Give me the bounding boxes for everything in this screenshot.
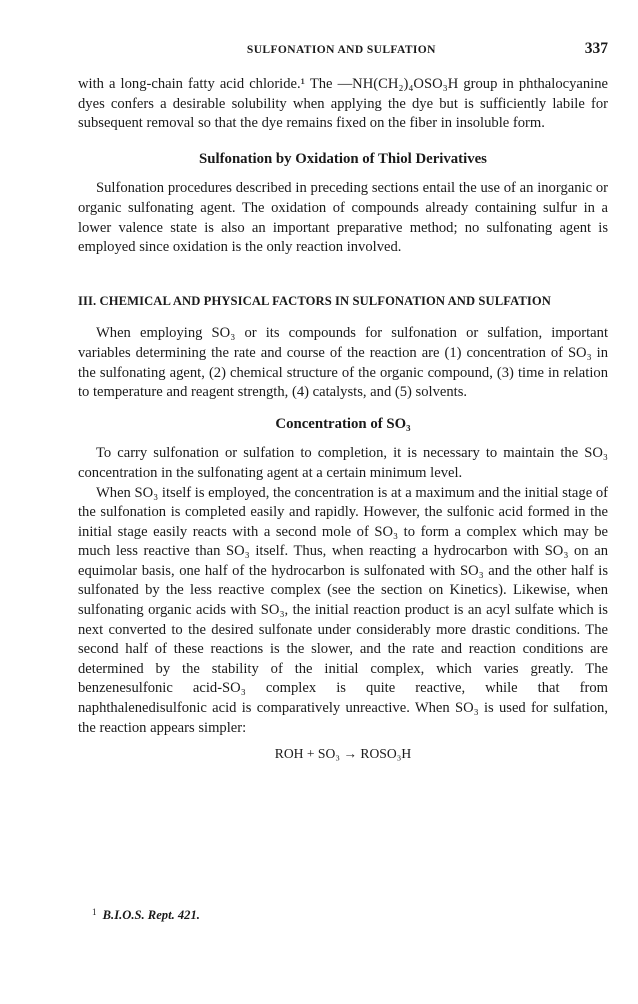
running-head — [78, 40, 608, 62]
equation-sulfation: ROH + SO₃ → ROSO₃H — [274, 746, 412, 762]
heading-section-three: III. CHEMICAL AND PHYSICAL FACTORS IN SULFONATION AND SULFATION — [78, 293, 551, 308]
paragraph-so3-itself: When SO₃ itself is employed, the concentration is at a maximum and the initial stage of the sulfonation is completed easily and rapidly. However, the sulfonic acid formed in the initial stage easily reacts with a second mole of SO₃ to form a complex which may be much less reactive than SO₃ itself. Thus, when reacting a hydrocarbon with SO₃ on an equimolar basis, one half of the hydrocarbon is sulfonated with SO₃ and the other half is sulfonated by the less reactive complex (see the section on Kinetics). Likewise, when sulfonating organic acids with SO₃, the initial reaction product is an acyl sulfate which is next converted to the desired sulfonate under considerably more drastic conditions. The second half of these reactions is the slower, and the rate and reaction conditions are determined by the stability of the initial complex, which varies greatly. The benzenesulfonic acid-SO₃ complex is quite reactive, while that from naphthalenedisulfonic acid is comparatively unreactive. When SO₃ is used for sulfation, the reaction appears simpler: — [78, 484, 608, 736]
paragraph-variables: When employing SO₃ or its compounds for sulfonation or sulfation, important variables determining the rate and course of the reaction are (1) concentration of SO₃ in the sulfonating agent, (2) chemical structure of the organic compound, (3) time in relation to temperature and reagent strength, (4) catalysts, and (5) solvents. — [78, 325, 608, 401]
heading-concentration: Concentration of SO₃ — [275, 415, 411, 432]
paragraph-thiol-oxidation: Sulfonation procedures described in preceding sections entail the use of an inorganic or organic sulfonating agent. The oxidation of compounds already containing sulfur in a lower valence state is also an important preparative method; no sulfonating agent is employed since oxidation is the only reaction involved. — [78, 180, 608, 256]
paragraph-fatty-acid: with a long-chain fatty acid chloride.¹ The —NH(CH₂)₄OSO₃H group in phthalocyanine dyes confers a desirable solubility when applying the dye but is sufficiently labile for subsequent removal so that the dye remains fixed on the fiber in insoluble form. — [78, 76, 608, 132]
footnote-text: B.I.O.S. Rept. 421. — [102, 908, 200, 922]
page-body — [78, 40, 608, 764]
footnote — [92, 907, 200, 923]
heading-thiol-oxidation: Sulfonation by Oxidation of Thiol Derivatives — [199, 150, 487, 167]
footnote-number: 1 — [92, 907, 97, 917]
page-number: 337 — [584, 40, 608, 57]
paragraph-completion: To carry sulfonation or sulfation to completion, it is necessary to maintain the SO₃ concentration in the sulfonating agent at a certain minimum level. — [78, 445, 608, 481]
running-head-title: SULFONATION AND SULFATION — [246, 44, 436, 56]
